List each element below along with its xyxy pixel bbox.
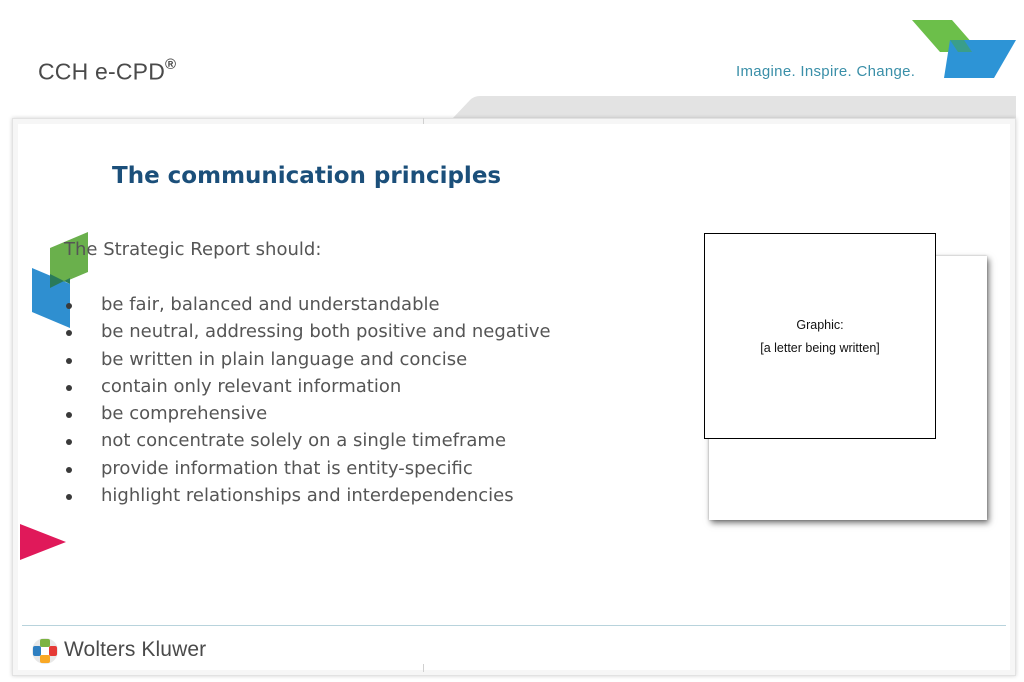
list-item-text: be neutral, addressing both positive and negative (101, 321, 551, 343)
list-item-text: be fair, balanced and understandable (101, 294, 440, 315)
graphic-label: Graphic: (796, 318, 844, 332)
bullet-icon (66, 467, 72, 473)
slide-title: The communication principles (112, 163, 502, 189)
list-item (64, 375, 551, 402)
list-item-text: contain only relevant information (101, 375, 402, 397)
list-item-text: be comprehensive (101, 403, 268, 425)
list-item (64, 348, 551, 375)
registered-mark: ® (165, 56, 177, 73)
list-item (64, 429, 551, 456)
wolters-kluwer-logo-icon (31, 637, 59, 665)
list-item (64, 402, 551, 429)
panel-tick-top (423, 118, 424, 124)
list-item (64, 457, 551, 484)
list-item (64, 484, 551, 511)
principles-list (64, 293, 551, 511)
list-item (64, 320, 551, 347)
bullet-icon (66, 439, 72, 445)
bullet-icon (66, 358, 72, 364)
footer-company-name: Wolters Kluwer (64, 638, 207, 661)
tagline: Imagine. Inspire. Change. (736, 63, 916, 80)
bullet-icon (66, 385, 72, 391)
footer-divider (22, 625, 1006, 626)
list-item (64, 293, 551, 320)
list-item-text: highlight relationships and interdependencies (101, 485, 514, 507)
header-tab-shape (0, 0, 1024, 130)
bullet-icon (66, 303, 72, 309)
brand-name: CCH e-CPD (38, 58, 166, 85)
panel-tick-bottom (423, 664, 424, 672)
graphic-placeholder (704, 233, 936, 439)
bullet-icon (66, 494, 72, 500)
bullet-icon (66, 330, 72, 336)
intro-text: The Strategic Report should: (64, 239, 322, 260)
list-item-text: not concentrate solely on a single timeframe (101, 430, 507, 452)
decorative-pink-arrow-icon (20, 520, 70, 564)
list-item-text: be written in plain language and concise (101, 348, 468, 370)
bullet-icon (66, 412, 72, 418)
list-item-text: provide information that is entity-specific (101, 457, 473, 479)
graphic-description: [a letter being written] (760, 341, 880, 355)
